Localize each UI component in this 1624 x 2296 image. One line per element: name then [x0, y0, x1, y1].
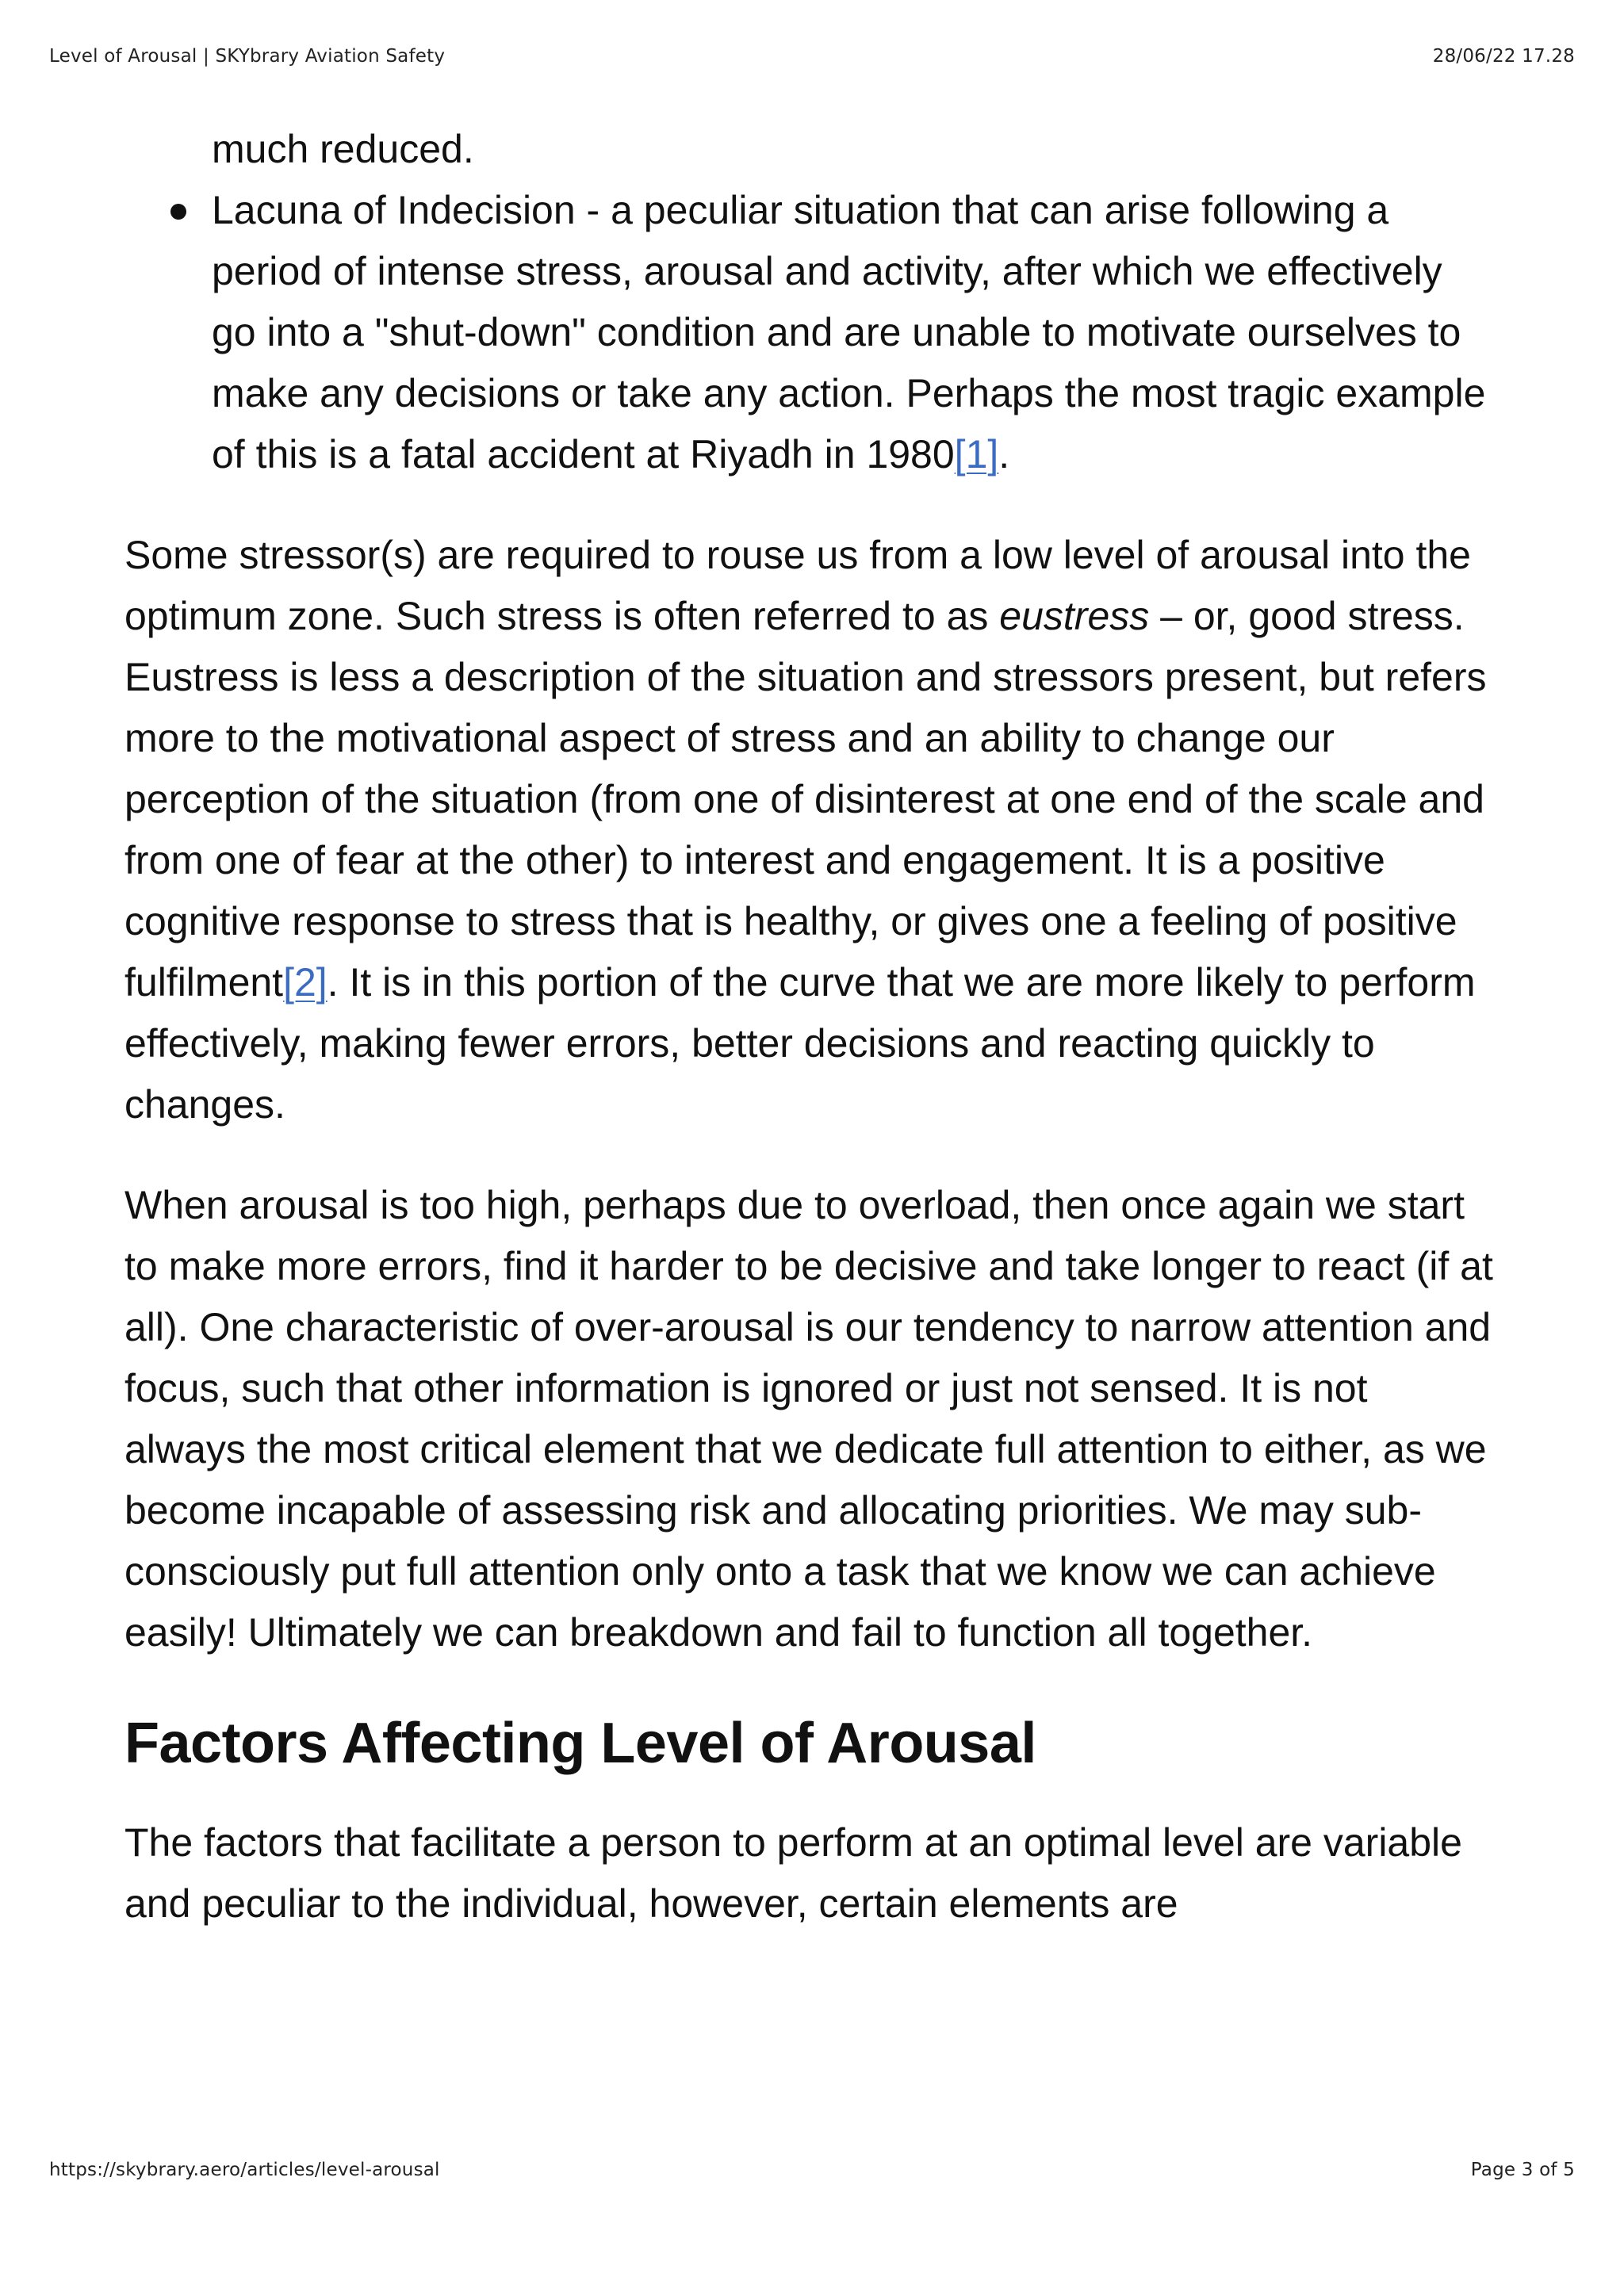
emphasis-eustress: eustress	[999, 594, 1150, 638]
list-item-text: Lacuna of Indecision - a peculiar situation that can arise following a period of intense stress, arousal and activity, after which we effectively go into a "shut-down" condition and are unable to motivate ourselves to make any decisions or take any action. Perhaps the most tragic example of this is a fatal accident at Riyadh in 1980	[212, 188, 1486, 476]
paragraph-text: – or, good stress. Eustress is less a description of the situation and stressors present, but refers more to the motivational aspect of stress and an ability to change our perception of the situation (from one of disinterest at one end of the scale and from one of fear at the other) to interest and engagement. It is a positive cognitive response to stress that is healthy, or gives one a feeling of positive fulfilment	[124, 594, 1487, 1004]
paragraph-over-arousal: When arousal is too high, perhaps due to overload, then once again we start to make more errors, find it harder to be decisive and take longer to react (if at all). One characteristic of over-arousal is our tendency to narrow attention and focus, such that other information is ignored or just not sensed. It is not always the most critical element that we dedicate full attention to either, as we become incapable of assessing risk and allocating priorities. We may sub-consciously put full attention only onto a task that we know we can achieve easily! Ultimately we can breakdown and fail to function all together.	[124, 1183, 1493, 1655]
reference-link-2[interactable]: [2]	[283, 960, 327, 1004]
paragraph-factors: The factors that facilitate a person to perform at an optimal level are variable and peculiar to the individual, however, certain elements are	[124, 1820, 1462, 1926]
paragraph-text: Some stressor(s) are required to rouse us from a low level of arousal into the optimum zone. Such stress is often referred to as	[124, 533, 1471, 638]
article-content	[124, 119, 1496, 1934]
page-title: Level of Arousal | SKYbrary Aviation Safety	[49, 46, 446, 67]
list-item-lacuna	[212, 180, 1496, 485]
list-item-end: .	[998, 432, 1010, 476]
page-number: Page 3 of 5	[1470, 2160, 1575, 2180]
print-datetime: 28/06/22 17.28	[1432, 46, 1575, 67]
list-item-text: much reduced.	[212, 127, 474, 171]
bullet-list	[124, 119, 1496, 485]
paragraph-eustress	[124, 525, 1496, 1135]
paragraph-text: . It is in this portion of the curve that we are more likely to perform effectively, making fewer errors, better decisions and reacting quickly to changes.	[124, 960, 1476, 1127]
list-item-continuation	[212, 119, 1496, 180]
reference-link-1[interactable]: [1]	[954, 432, 999, 476]
print-header	[49, 46, 1575, 67]
print-footer	[49, 2160, 1575, 2180]
page-url: https://skybrary.aero/articles/level-arousal	[49, 2160, 440, 2180]
section-heading: Factors Affecting Level of Arousal	[124, 1712, 1036, 1775]
